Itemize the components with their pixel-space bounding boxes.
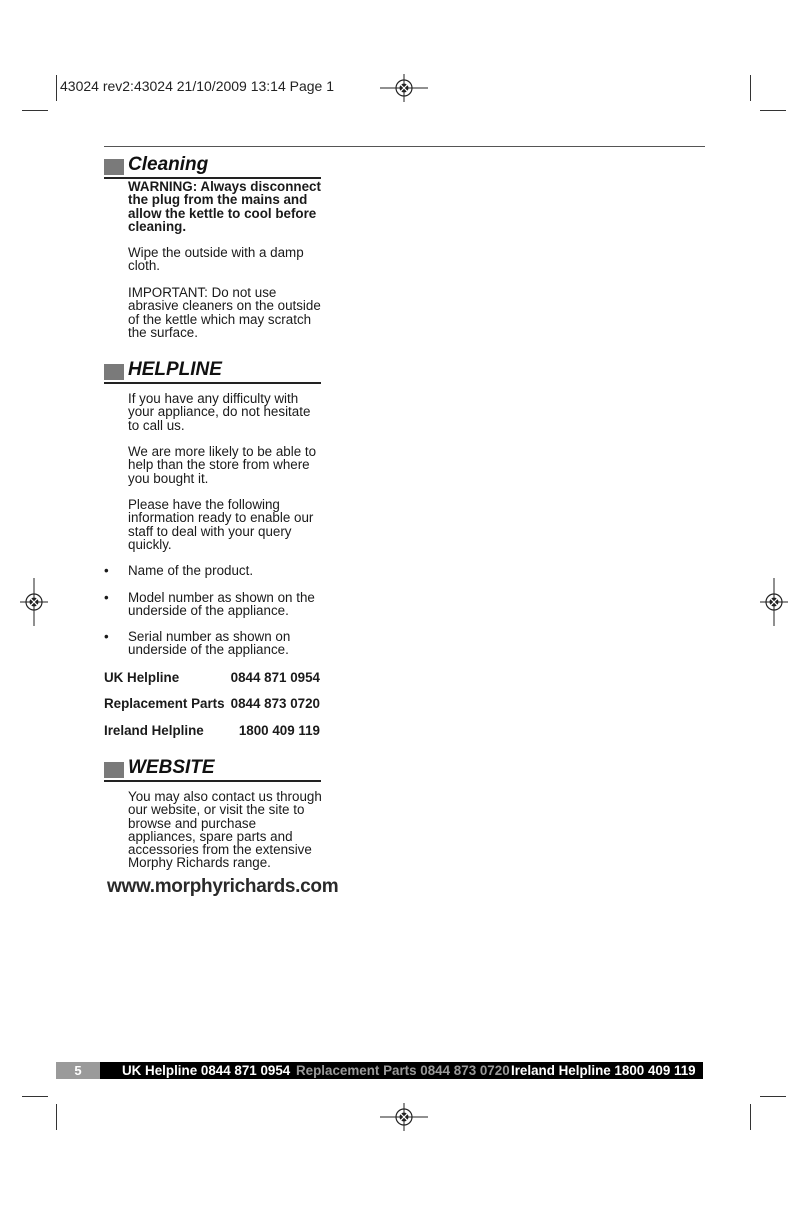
bullet-dot: • [104,590,109,605]
top-rule [104,146,705,147]
bullet-dot: • [104,563,109,578]
helpline-number: 1800 409 119 [238,723,320,738]
helpline-number: 0844 871 0954 [230,670,320,685]
crop-mark [22,1096,48,1097]
helpline-label: UK Helpline [104,670,180,685]
section-marker [104,364,124,380]
helpline-label: Replacement Parts [104,696,225,711]
crop-mark [750,1104,751,1130]
bullet-item: Serial number as shown on underside of the appliance. [128,629,291,658]
crop-mark [760,1096,786,1097]
helpline-label: Ireland Helpline [104,723,204,738]
crop-mark [56,1104,57,1130]
helpline-row-ireland [104,723,320,738]
bullet-item: Model number as shown on the underside of the appliance. [128,590,315,619]
section-marker [104,762,124,778]
registration-mark-icon [760,578,788,626]
footer-ireland-helpline: Ireland Helpline 1800 409 119 [511,1063,696,1078]
helpline-number: 0844 873 0720 [230,696,320,711]
website-paragraph: You may also contact us through our website, or visit the site to browse and purchase appliances, spare parts and accessories from the extensive Morphy Richards range. [128,789,322,871]
cleaning-title: Cleaning [128,154,209,175]
page-number: 5 [56,1062,100,1079]
footer-uk-helpline: UK Helpline 0844 871 0954 [122,1063,291,1078]
section-marker [104,159,124,175]
cleaning-warning: WARNING: Always disconnect the plug from the mains and allow the kettle to cool before cleaning. [128,179,321,234]
cleaning-important: IMPORTANT: Do not use abrasive cleaners on the outside of the kettle which may scratch the surface. [128,285,321,340]
crop-mark [760,110,786,111]
registration-mark-icon [380,1103,428,1131]
crop-mark [56,75,57,101]
cleaning-paragraph: Wipe the outside with a damp cloth. [128,245,304,274]
website-url[interactable]: www.morphyrichards.com [107,876,339,897]
website-heading [104,758,321,782]
helpline-paragraph: Please have the following information ready to enable our staff to deal with your query quickly. [128,497,314,552]
website-title: WEBSITE [128,757,215,778]
helpline-paragraph: If you have any difficulty with your appliance, do not hesitate to call us. [128,391,311,433]
crop-mark [750,75,751,101]
helpline-title: HELPLINE [128,359,222,380]
cleaning-heading [104,155,321,179]
helpline-heading [104,360,321,384]
helpline-row-uk [104,670,320,685]
registration-mark-icon [20,578,48,626]
crop-mark [22,110,48,111]
bullet-dot: • [104,629,109,644]
bullet-item: Name of the product. [128,563,254,578]
registration-mark-icon [380,74,428,102]
footer-bar [56,1062,703,1079]
helpline-row-parts [104,696,320,711]
helpline-paragraph: We are more likely to be able to help than the store from where you bought it. [128,444,317,486]
footer-replacement-parts: Replacement Parts 0844 873 0720 [296,1063,510,1078]
print-slug: 43024 rev2:43024 21/10/2009 13:14 Page 1 [60,78,335,94]
